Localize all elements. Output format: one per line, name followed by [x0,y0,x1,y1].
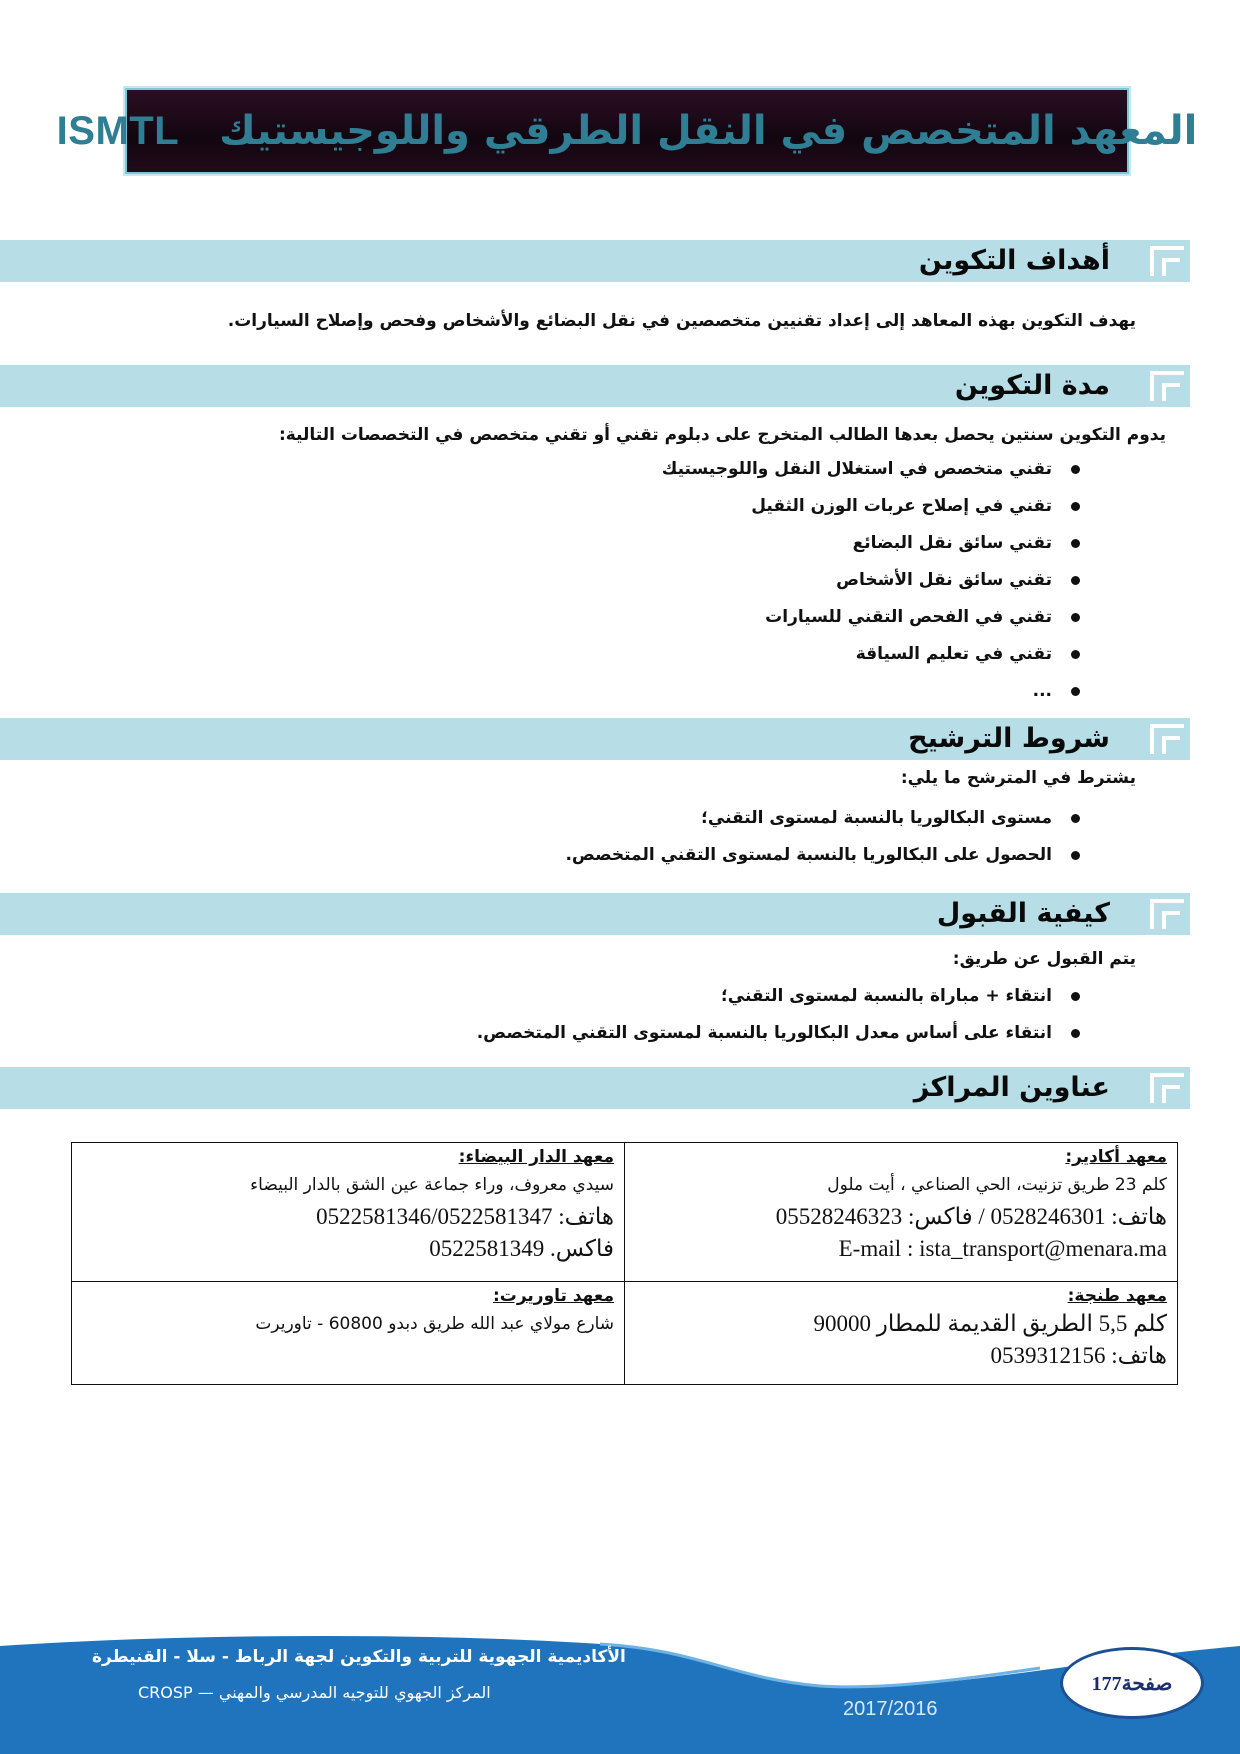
list-item: انتقاء على أساس معدل البكالوريا بالنسبة لمستوى التقني المتخصص. [477,1015,1080,1052]
section-marker-icon [1150,899,1184,929]
duration-text: يدوم التكوين سنتين يحصل بعدها الطالب المتخرج على دبلوم تقني أو تقني متخصص في التخصصات التالية: [278,425,1166,445]
section-marker-icon [1150,371,1184,401]
banner-title [57,108,1198,154]
section-bar-conditions [0,718,1190,760]
section-bar-addresses [0,1067,1190,1109]
list-item: تقني في الفحص التقني للسيارات [662,599,1080,636]
center-phone: هاتف: 0522581346/0522581347 [316,1204,614,1229]
table-row [72,1282,1178,1385]
center-address: كلم 5,5 الطريق القديمة للمطار 90000 [813,1311,1167,1336]
conditions-list [565,800,1080,874]
section-title-duration: مدة التكوين [954,370,1110,401]
section-title-goals: أهداف التكوين [918,245,1110,276]
section-title-addresses: عناوين المراكز [913,1072,1110,1103]
footer-center-text: المركز الجهوي للتوجيه المدرسي والمهني — CROSP [138,1683,491,1702]
page-number-badge [1060,1647,1204,1719]
center-phone: هاتف: 0528246301 / فاكس: 05528246323 [775,1204,1167,1229]
footer-year: 2017/2016 [843,1698,938,1720]
center-email: E-mail : ista_transport@menara.ma [838,1236,1167,1261]
section-marker-icon [1150,246,1184,276]
header-banner [56,88,1198,174]
center-name: معهد الدار البيضاء: [458,1147,614,1167]
center-cell-casablanca [72,1143,625,1282]
center-name: معهد أكادير: [1065,1147,1167,1167]
center-fax: فاكس. 0522581349 [429,1236,614,1261]
list-item: الحصول على البكالوريا بالنسبة لمستوى التقني المتخصص. [565,837,1080,874]
list-item: تقني سائق نقل البضائع [662,525,1080,562]
section-bar-admission [0,893,1190,935]
table-row [72,1143,1178,1282]
footer-academy-text: الأكاديمية الجهوية للتربية والتكوين لجهة الرباط - سلا - القنيطرة [92,1647,626,1667]
center-name: معهد تاوريرت: [492,1286,614,1306]
section-bar-duration [0,365,1190,407]
list-item: ... [662,673,1080,710]
center-cell-tangier [625,1282,1178,1385]
center-address: سيدي معروف، وراء جماعة عين الشق بالدار البيضاء [250,1175,614,1195]
center-address: كلم 23 طريق تزنيت، الحي الصناعي ، أيت ملول [827,1175,1167,1195]
section-marker-icon [1150,724,1184,754]
center-cell-agadir [625,1143,1178,1282]
centers-table [71,1142,1178,1385]
banner-title-arabic: المعهد المتخصص في النقل الطرقي واللوجيستيك [219,108,1198,154]
list-item: تقني سائق نقل الأشخاص [662,562,1080,599]
center-name: معهد طنجة: [1067,1286,1167,1306]
list-item: مستوى البكالوريا بالنسبة لمستوى التقني؛ [565,800,1080,837]
admission-list [477,978,1080,1052]
center-cell-taourirt [72,1282,625,1385]
list-item: تقني في تعليم السياقة [662,636,1080,673]
page-number: صفحة177 [1091,1672,1173,1695]
conditions-text: يشترط في المترشح ما يلي: [900,768,1136,788]
specialties-list [662,451,1080,710]
section-marker-icon [1150,1073,1184,1103]
admission-text: يتم القبول عن طريق: [952,949,1136,969]
list-item: انتقاء + مباراة بالنسبة لمستوى التقني؛ [477,978,1080,1015]
section-title-admission: كيفية القبول [936,898,1110,929]
center-phone: هاتف: 0539312156 [990,1343,1167,1368]
list-item: تقني في إصلاح عربات الوزن الثقيل [662,488,1080,525]
section-bar-goals [0,240,1190,282]
section-title-conditions: شروط الترشيح [908,723,1110,754]
center-address: شارع مولاي عبد الله طريق دبدو 60800 - تاوريرت [255,1314,614,1334]
banner-title-latin: ISMTL [56,109,180,153]
list-item: تقني متخصص في استغلال النقل واللوجيستيك [662,451,1080,488]
goals-text: يهدف التكوين بهذه المعاهد إلى إعداد تقنيين متخصصين في نقل البضائع والأشخاص وفحص وإصلاح السيارات. [227,311,1136,331]
